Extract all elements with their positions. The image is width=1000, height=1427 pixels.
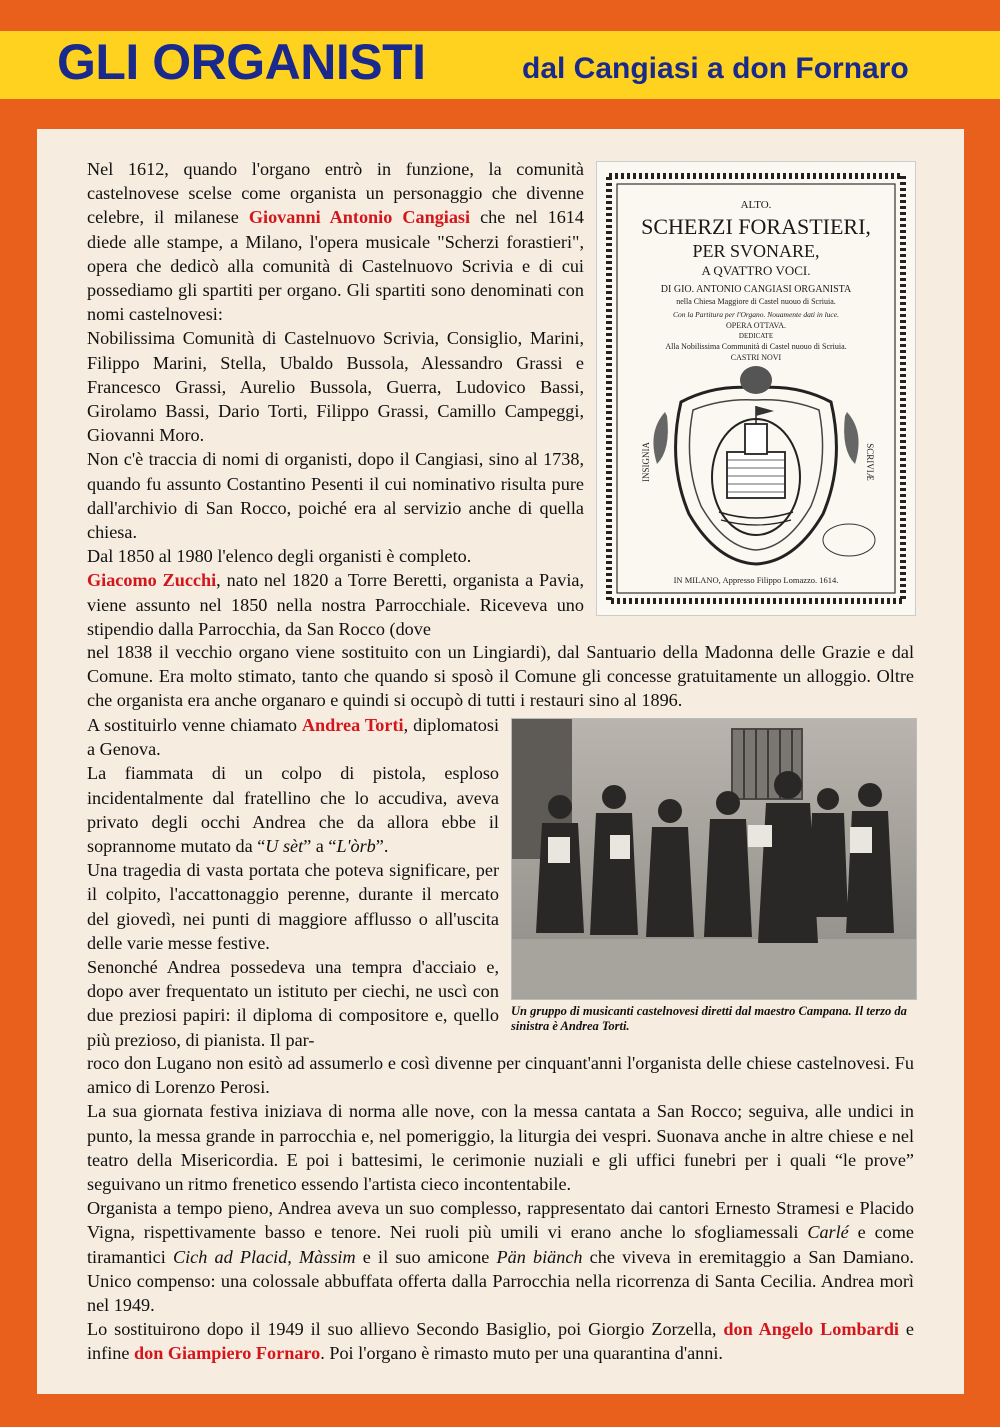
paragraph: Dal 1850 al 1980 l'elenco degli organisti è completo. bbox=[87, 546, 472, 567]
page-subtitle: dal Cangiasi a don Fornaro bbox=[522, 52, 909, 85]
frontispiece-line: DEDICATE bbox=[738, 332, 774, 340]
angel-left bbox=[653, 412, 667, 464]
frontispiece-image bbox=[596, 161, 916, 616]
library-stamp bbox=[823, 524, 875, 556]
flag bbox=[756, 406, 774, 416]
text-block-2 bbox=[87, 640, 914, 713]
name-cangiasi: Giovanni Antonio Cangiasi bbox=[248, 207, 471, 228]
paragraph: La fiammata di un colpo di pistola, esploso incidentalmente dal fratellino che lo accudiva, aveva privato degli occhi Andrea che da allora ebbe il soprannome mutato da “U sèt” a “L'òrb”. bbox=[87, 763, 499, 857]
name-zucchi: Giacomo Zucchi bbox=[87, 570, 217, 591]
angel-right bbox=[844, 412, 858, 464]
cherub-head bbox=[740, 366, 772, 394]
photo-caption: Un gruppo di musicanti castelnovesi diretti dal maestro Campana. Il terzo da sinistra è Andrea Torti. bbox=[511, 1004, 907, 1033]
frontispiece-line: DI GIO. ANTONIO CANGIASI ORGANISTA bbox=[660, 284, 852, 295]
frontispiece-line: A QVATTRO VOCI. bbox=[701, 263, 811, 278]
paragraph: roco don Lugano non esitò ad assumerlo e così divenne per cinquant'anni l'organista delle chiese castelnovesi. Fu amico di Lorenzo Perosi. bbox=[87, 1053, 914, 1098]
paragraph: Nobilissima Comunità di Castelnuovo Scrivia, Consiglio, Marini, Filippo Marini, Stella, Ubaldo Bussola, Alessandro Grassi e Francesco Grassi, Aurelio Bussola, Guerra, Ludovico Bassi, Girolamo Bassi, Dario Torti, Filippo Grassi, Camillo Campeggi, Giovanni Moro. bbox=[87, 328, 584, 446]
frontispiece-line: nella Chiesa Maggiore di Castel nuouo di Scriuia. bbox=[676, 297, 836, 306]
paragraph: Una tragedia di vasta portata che poteva significare, per il colpito, l'accattonaggio perenne, durante il mercato del giovedì, nei punti di maggiore afflusso o all'uscita delle varie messe festive. bbox=[87, 860, 499, 953]
text-block-4 bbox=[87, 1051, 914, 1366]
frontispiece-line: PER SVONARE, bbox=[692, 241, 820, 261]
group-photo-drawing bbox=[512, 719, 916, 999]
name-torti: Andrea Torti bbox=[301, 715, 404, 735]
paragraph: Nel 1612, quando l'organo entrò in funzione, la comunità castelnovese scelse come organista un personaggio che divenne celebre, il milanese Giovanni Antonio Cangiasi che nel 1614 diede alle stampe, a Milano, l'opera musicale "Scherzi forastieri", opera che dedicò alla comunità di Castelnuovo Scrivia e di cui possediamo gli spartiti per organo. Gli spartiti sono denominati con nomi castelnovesi: bbox=[87, 159, 584, 325]
paragraph: Lo sostituirono dopo il 1949 il suo allievo Secondo Basiglio, poi Giorgio Zorzella, don Angelo Lombardi e infine don Giampiero Fornaro. Poi l'organo è rimasto muto per una quarantina d'anni. bbox=[87, 1319, 914, 1364]
paragraph: Organista a tempo pieno, Andrea aveva un suo complesso, rappresentato dai cantori Ernesto Stramesi e Placido Vigna, rispettivamente basso e tenore. Nei ruoli più umili vi erano anche lo sfogliamessali Carlé e come tiramantici Cich ad Placid, Màssim e il suo amicone Pän biänch che viveva in eremitaggio a San Damiano. Unico compenso: una colossale abbuffata offerta dalla Parrocchia nella ricorrenza di Santa Cecilia. Andrea morì nel 1949. bbox=[87, 1198, 914, 1316]
paragraph: La sua giornata festiva iniziava di norma alle nove, con la messa cantata a San Rocco; seguiva, alle undici in punto, la messa grande in parrocchia e, nel pomeriggio, la liturgia dei vespri. Suonava anche in altre chiese e nel teatro della Misericordia. E poi i battesimi, le cerimonie nuziali e gli uffici funebri per i quali “le prove” seguivano un ritmo frenetico essendo l'artista cieco incontentabile. bbox=[87, 1101, 914, 1195]
castle bbox=[727, 452, 785, 498]
frontispiece-line: OPERA OTTAVA. bbox=[726, 321, 786, 330]
frontispiece-side-left: INSIGNIA bbox=[641, 442, 651, 482]
frontispiece-line: Alla Nobilissima Communità di Castel nuouo di Scriuia. bbox=[665, 342, 847, 351]
page-title: GLI ORGANISTI bbox=[57, 34, 426, 90]
name-lombardi: don Angelo Lombardi bbox=[723, 1319, 899, 1340]
frontispiece-side-right: SCRIVIÆ bbox=[865, 443, 875, 481]
group-photo bbox=[511, 718, 917, 1000]
paragraph: Non c'è traccia di nomi di organisti, dopo il Cangiasi, sino al 1738, quando fu assunto Costantino Pesenti il cui nominativo risulta pure dall'archivio di San Rocco, poiché era al servizio anche di quella chiesa. bbox=[87, 449, 584, 543]
ground bbox=[512, 939, 916, 999]
paragraph: Giacomo Zucchi, nato nel 1820 a Torre Beretti, organista a Pavia, viene assunto nel 1850 nella nostra Parrocchiale. Riceveva uno stipendio dalla Parrocchia, da San Rocco (dove bbox=[87, 570, 584, 639]
paragraph: A sostituirlo venne chiamato Andrea Torti, diplomatosi a Genova. bbox=[87, 715, 499, 760]
frontispiece-line: SCHERZI FORASTIERI, bbox=[641, 214, 871, 239]
frontispiece-line: IN MILANO, Appresso Filippo Lomazzo. 1614. bbox=[673, 575, 839, 585]
frontispiece-drawing bbox=[597, 162, 915, 615]
name-fornaro: don Giampiero Fornaro bbox=[133, 1343, 321, 1364]
frontispiece-line: Con la Partitura per l'Organo. Nouamente dati in luce. bbox=[673, 310, 839, 319]
title-banner bbox=[0, 31, 1000, 99]
frontispiece-line: CASTRI NOVI bbox=[730, 353, 782, 362]
frontispiece-line: ALTO. bbox=[740, 199, 772, 211]
text-block-3 bbox=[87, 713, 499, 1052]
paragraph: nel 1838 il vecchio organo viene sostituito con un Lingiardi), dal Santuario della Madonna delle Grazie e dal Comune. Era molto stimato, tanto che quando si sposò il Comune gli concesse gratuitamente un alloggio. Oltre che organista era anche organaro e quindi si occupò di tutti i restauri sino al 1896. bbox=[87, 642, 914, 711]
paragraph: Senonché Andrea possedeva una tempra d'acciaio e, dopo aver frequentato un istituto per ciechi, ne uscì con due preziosi papiri: il diploma di compositore e, quello più prezioso, di pianista. Il par- bbox=[87, 957, 499, 1050]
text-block-1 bbox=[87, 157, 584, 641]
